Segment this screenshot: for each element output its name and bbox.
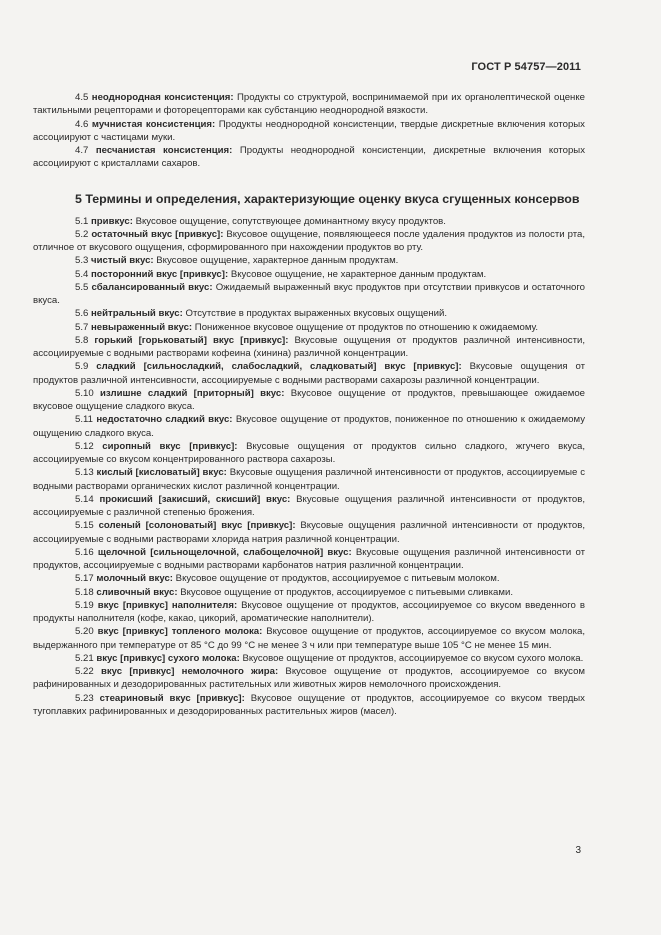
term-definition <box>33 466 585 493</box>
term-name: стеариновый вкус [привкус]: <box>99 692 245 704</box>
term-text: Вкусовые ощущения различной интенсивности от продуктов, ассоциируемые с водными растворами хлорида натрия различной концентрации. <box>33 520 585 545</box>
term-definition <box>33 215 585 228</box>
term-definition <box>33 360 585 387</box>
term-number: 5.20 <box>75 626 94 638</box>
term-name: невыраженный вкус: <box>91 321 193 333</box>
term-definition <box>33 493 585 520</box>
term-text: Вкусовые ощущения от продуктов различной интенсивности, ассоциируемые с водными растворами кофеина (хинина) различной концентрации. <box>33 334 586 359</box>
term-name: мучнистая консистенция: <box>91 118 216 130</box>
term-number: 4.6 <box>75 118 89 130</box>
term-definition <box>33 572 585 585</box>
term-text: Отсутствие в продуктах выраженных вкусовых ощущений. <box>185 308 448 320</box>
term-name: вкус [привкус] наполнителя: <box>97 599 238 611</box>
term-text: Вкусовые ощущения различной интенсивности от продуктов, ассоциируемые с различной степенью брожения. <box>33 493 585 518</box>
term-name: излишне сладкий [приторный] вкус: <box>99 387 285 399</box>
term-name: вкус [привкус] топленого молока: <box>97 626 263 638</box>
term-number: 5.11 <box>75 414 93 426</box>
term-number: 5.6 <box>75 308 89 320</box>
term-number: 5.12 <box>75 440 94 452</box>
term-number: 5.17 <box>75 573 94 585</box>
term-definition <box>33 625 585 652</box>
term-definition <box>33 144 585 171</box>
term-text: Вкусовое ощущение от продуктов, превышающее ожидаемое вкусовое ощущение сладкого вкуса. <box>33 387 586 412</box>
term-text: Вкусовое ощущение от продуктов, ассоциируемое со вкусом рафинированных и дезодорированных растительных или животных жиров немолочного происхождения. <box>33 666 586 691</box>
term-definition <box>33 519 585 546</box>
term-definition <box>33 586 585 599</box>
term-name: вкус [привкус] сухого молока: <box>96 652 240 664</box>
term-name: неоднородная консистенция: <box>91 92 234 103</box>
term-number: 5.2 <box>75 228 89 240</box>
term-name: недостаточно сладкий вкус: <box>96 414 233 426</box>
term-name: щелочной [сильнощелочной, слабощелочной] вкус: <box>97 546 352 558</box>
term-definition <box>33 334 585 361</box>
term-number: 5.5 <box>75 281 89 293</box>
term-name: сладкий [сильносладкий, слабосладкий, сладковатый] вкус [привкус]: <box>96 361 462 373</box>
term-text: Вкусовые ощущения различной интенсивности от продуктов, ассоциируемые с водными растворами органических кислот различной концентрации. <box>33 467 586 492</box>
term-text: Вкусовое ощущение от продуктов, ассоциируемое со вкусом введенного в продукты наполнителя (кофе, какао, цикорий, ароматические наполнители). <box>33 599 585 624</box>
term-definition <box>33 268 585 281</box>
term-definition <box>33 281 585 308</box>
term-name: вкус [привкус] немолочного жира: <box>100 666 279 677</box>
term-text: Вкусовое ощущение от продуктов, ассоциируемое с питьевым молоком. <box>175 573 500 585</box>
term-number: 5.3 <box>75 255 89 267</box>
term-number: 5.10 <box>75 387 94 399</box>
term-definition <box>33 91 585 118</box>
term-name: сбалансированный вкус: <box>91 281 213 293</box>
term-name: чистый вкус: <box>91 255 154 267</box>
term-number: 5.21 <box>75 652 94 664</box>
term-definition <box>33 599 585 626</box>
term-name: молочный вкус: <box>96 573 173 585</box>
term-number: 5.4 <box>75 268 89 280</box>
term-number: 4.7 <box>75 145 89 156</box>
terms-list-section-5 <box>33 215 585 719</box>
term-name: нейтральный вкус: <box>91 308 183 320</box>
term-definition <box>33 413 585 440</box>
term-text: Пониженное вкусовое ощущение от продуктов по отношению к ожидаемому. <box>194 321 539 333</box>
term-name: прокисший [закисший, скисший] вкус: <box>99 493 291 505</box>
term-name: посторонний вкус [привкус]: <box>91 268 229 280</box>
term-number: 5.22 <box>75 666 94 677</box>
term-text: Вкусовые ощущения от продуктов различной интенсивности, ассоциируемые с водными растворами сахарозы различной концентрации. <box>33 361 585 386</box>
standard-number: ГОСТ Р 54757—2011 <box>471 61 581 73</box>
term-text: Вкусовые ощущения различной интенсивности от продуктов, ассоциируемые с водными растворами карбонатов натрия различной концентрации. <box>33 546 585 571</box>
term-definition <box>33 652 585 665</box>
term-definition <box>33 387 585 414</box>
page-number: 3 <box>575 845 581 856</box>
term-name: соленый [солоноватый] вкус [привкус]: <box>98 520 296 532</box>
term-definition <box>33 665 585 692</box>
term-text: Вкусовое ощущение от продуктов, ассоциируемое со вкусом молока, выдержанного при температуре от 85 °С до 99 °С не менее 3 ч или при температуре выше 105 °С не менее 15 мин. <box>33 626 585 651</box>
term-text: Вкусовое ощущение, не характерное данным продуктам. <box>230 268 487 280</box>
terms-list-section-4 <box>33 91 585 171</box>
term-text: Продукты неоднородной консистенции, дискретные включения которых ассоциируют с кристаллами сахаров. <box>33 145 585 170</box>
term-number: 5.15 <box>75 520 94 532</box>
term-number: 5.19 <box>75 599 94 611</box>
term-text: Вкусовое ощущение, появляющееся после удаления продуктов из полости рта, отличное от вкусового ощущения, сформированного при нахождении продуктов во рту. <box>33 228 586 253</box>
term-number: 5.14 <box>75 493 94 505</box>
page-content <box>33 91 585 718</box>
term-text: Ожидаемый выраженный вкус продуктов при отсутствии привкусов и остаточного вкуса. <box>33 281 585 306</box>
term-definition <box>33 228 585 255</box>
term-definition <box>33 321 585 334</box>
term-text: Вкусовое ощущение от продуктов, пониженное по отношению к ожидаемому ощущению сладкого вкуса. <box>33 414 585 439</box>
term-definition <box>33 546 585 573</box>
term-definition <box>33 118 585 145</box>
term-name: остаточный вкус [привкус]: <box>91 228 224 240</box>
section-5-title: 5 Термины и определения, характеризующие оценку вкуса сгущенных консервов <box>75 191 580 206</box>
term-name: сиропный вкус [привкус]: <box>102 440 238 452</box>
term-name: горький [горьковатый] вкус [привкус]: <box>94 334 289 346</box>
term-name: кислый [кисловатый] вкус: <box>96 467 227 479</box>
term-name: привкус: <box>91 215 133 227</box>
term-number: 5.9 <box>75 361 89 373</box>
term-number: 5.8 <box>75 334 89 346</box>
term-definition <box>33 254 585 267</box>
term-number: 5.16 <box>75 546 94 558</box>
term-definition <box>33 307 585 320</box>
term-number: 5.13 <box>75 467 94 479</box>
term-definition <box>33 440 585 467</box>
term-text: Вкусовые ощущения от продуктов сильно сладкого, жгучего вкуса, ассоциируемые со вкусом концентрированного раствора сахарозы. <box>33 440 586 465</box>
term-name: песчанистая консистенция: <box>95 145 233 156</box>
term-number: 5.18 <box>75 586 94 598</box>
term-text: Вкусовое ощущение от продуктов, ассоциируемое с питьевыми сливками. <box>180 586 514 598</box>
term-text: Вкусовое ощущение, сопутствующее доминантному вкусу продуктов. <box>135 215 446 227</box>
term-text: Вкусовое ощущение от продуктов, ассоциируемое со вкусом твердых тугоплавких рафинированных и дезодорированных растительных жиров (масел). <box>33 692 585 717</box>
term-text: Вкусовое ощущение, характерное данным продуктам. <box>156 255 399 267</box>
term-number: 5.23 <box>75 692 94 704</box>
term-definition <box>33 692 585 719</box>
term-number: 5.1 <box>75 215 89 227</box>
term-name: сливочный вкус: <box>96 586 178 598</box>
term-text: Продукты неоднородной консистенции, твердые дискретные включения которых ассоциируют с частицами муки. <box>33 118 585 143</box>
term-text: Вкусовое ощущение от продуктов, ассоциируемое со вкусом сухого молока. <box>242 652 584 664</box>
term-number: 4.5 <box>75 92 89 103</box>
term-text: Продукты со структурой, воспринимаемой при их органолептической оценке тактильными рецепторами и фоторецепторами как субстанцию неоднородной вязкости. <box>33 92 585 117</box>
term-number: 5.7 <box>75 321 89 333</box>
